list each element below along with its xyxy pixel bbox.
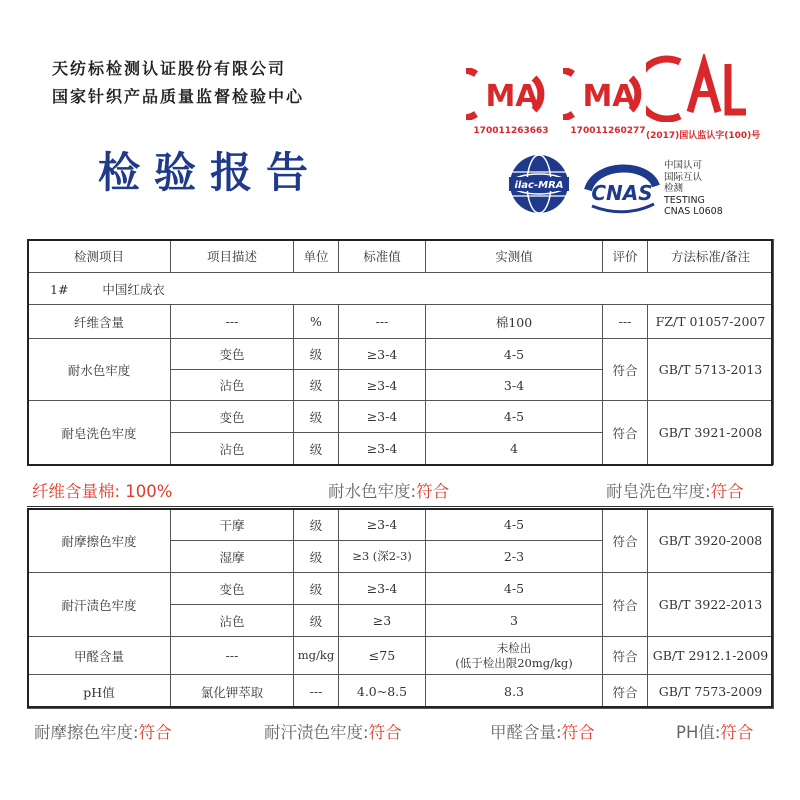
- item-desc: 变色: [171, 339, 294, 370]
- summary-label: 耐汗渍色牢度:: [264, 723, 369, 742]
- standard-value: ≥3-4: [339, 433, 426, 465]
- unit: 级: [294, 401, 339, 433]
- summary-sweat: [264, 719, 402, 743]
- summary-value: 符合: [138, 723, 172, 742]
- summary-label: PH值:: [676, 723, 721, 742]
- summary-value: 符合: [720, 723, 754, 742]
- test-item: 甲醛含量: [28, 637, 171, 675]
- method-standard: GB/T 3920-2008: [648, 509, 774, 573]
- svg-text:MA: MA: [582, 79, 636, 114]
- method-standard: GB/T 7573-2009: [648, 675, 774, 709]
- measured-value: 4: [426, 433, 603, 465]
- summary-value: 符合: [561, 723, 595, 742]
- cma-seal-icon: [563, 68, 653, 120]
- standard-value: ≥3-4: [339, 573, 426, 605]
- summary-ph: [676, 719, 753, 743]
- cnas-caption-line: 国际互认: [664, 171, 703, 183]
- cnas-caption-line: 检测: [664, 183, 684, 194]
- method-standard: GB/T 3921-2008: [648, 401, 774, 465]
- item-desc: 氯化钾萃取: [171, 675, 294, 709]
- summary-water: [328, 478, 449, 502]
- unit: 级: [294, 433, 339, 465]
- svg-text:CNAS: CNAS: [591, 181, 653, 205]
- summary-formaldehyde: [490, 719, 595, 743]
- cma-code-1: 170011263663: [473, 126, 549, 136]
- evaluation: 符合: [603, 637, 648, 675]
- table-row: [28, 509, 774, 541]
- org-name-line1: 天纺标检测认证股份有限公司: [52, 59, 287, 78]
- cnas-emblem-icon: [582, 156, 662, 214]
- sample-cell: [28, 273, 774, 305]
- standard-value: ≥3 (深2-3): [339, 541, 426, 573]
- item-desc: 湿摩: [171, 541, 294, 573]
- test-table-2: [27, 508, 774, 709]
- table-row: [28, 339, 774, 370]
- evaluation: 符合: [603, 573, 648, 637]
- ilac-mra-logo: [505, 146, 573, 230]
- test-item: 纤维含量: [28, 305, 171, 339]
- measured-value: 4-5: [426, 573, 603, 605]
- summary-rub: [34, 719, 172, 743]
- evaluation: 符合: [603, 401, 648, 465]
- test-item: 耐水色牢度: [28, 339, 171, 401]
- method-standard: FZ/T 01057-2007: [648, 305, 774, 339]
- table-row: [28, 401, 774, 433]
- item-desc: ---: [171, 305, 294, 339]
- summary-fiber: 纤维含量棉: 100%: [32, 482, 173, 501]
- item-desc: 沾色: [171, 370, 294, 401]
- item-desc: 变色: [171, 401, 294, 433]
- standard-value: ≤75: [339, 637, 426, 675]
- measured-value-note: (低于检出限20mg/kg): [455, 655, 573, 670]
- measured-value: 4-5: [426, 401, 603, 433]
- measured-value-line: 未检出: [496, 640, 532, 655]
- test-item: pH值: [28, 675, 171, 709]
- test-item: 耐汗渍色牢度: [28, 573, 171, 637]
- ilac-globe-icon: [505, 146, 573, 226]
- measured-value: 3-4: [426, 370, 603, 401]
- table-row: [28, 637, 774, 675]
- cnas-caption-line: TESTING: [664, 194, 705, 206]
- cnas-caption-line: CNAS L0608: [664, 206, 723, 217]
- cma-seal-icon: [466, 68, 556, 120]
- summary-value: 符合: [416, 482, 450, 501]
- evaluation: 符合: [603, 509, 648, 573]
- cnas-caption-line: 中国认可: [664, 160, 703, 171]
- cal-seal-icon: [646, 54, 756, 122]
- standard-value: ≥3-4: [339, 509, 426, 541]
- unit: mg/kg: [294, 637, 339, 675]
- table-row: [28, 305, 774, 339]
- summary-value: 符合: [368, 723, 402, 742]
- method-standard: GB/T 5713-2013: [648, 339, 774, 401]
- column-header: 实测值: [426, 240, 603, 273]
- measured-value: 3: [426, 605, 603, 637]
- standard-value: ≥3-4: [339, 401, 426, 433]
- unit: %: [294, 305, 339, 339]
- column-header: 方法标准/备注: [648, 240, 774, 273]
- summary-label: 耐摩擦色牢度:: [34, 723, 139, 742]
- unit: 级: [294, 339, 339, 370]
- summary-soap: [606, 478, 744, 502]
- org-name-line2: 国家针织产品质量监督检验中心: [52, 87, 305, 106]
- column-header: 检测项目: [28, 240, 171, 273]
- method-standard: GB/T 3922-2013: [648, 573, 774, 637]
- evaluation: 符合: [603, 339, 648, 401]
- column-header: 评价: [603, 240, 648, 273]
- measured-value: 8.3: [426, 675, 603, 709]
- test-item: 耐摩擦色牢度: [28, 509, 171, 573]
- cnas-caption: [664, 160, 723, 218]
- measured-value: [426, 637, 603, 675]
- method-standard: GB/T 2912.1-2009: [648, 637, 774, 675]
- table-2-top-rule: [27, 506, 773, 507]
- standard-value: ≥3-4: [339, 370, 426, 401]
- cal-code: (2017)国认监认字(100)号: [646, 131, 761, 141]
- unit: 级: [294, 605, 339, 637]
- sample-name: 中国红成衣: [102, 281, 165, 297]
- table-row: [28, 573, 774, 605]
- item-desc: 沾色: [171, 605, 294, 637]
- unit: 级: [294, 370, 339, 401]
- summary-label: 耐皂洗色牢度:: [606, 482, 711, 501]
- measured-value: 4-5: [426, 339, 603, 370]
- cnas-logo: [582, 156, 762, 218]
- report-title: 检验报告: [98, 148, 323, 197]
- unit: ---: [294, 675, 339, 709]
- item-desc: 沾色: [171, 433, 294, 465]
- measured-value: 2-3: [426, 541, 603, 573]
- summary-value: 符合: [710, 482, 744, 501]
- cal-logo: [646, 54, 761, 141]
- summary-label: 甲醛含量:: [490, 723, 562, 742]
- svg-text:ilac-MRA: ilac-MRA: [514, 180, 564, 191]
- cma-logo-2: [563, 68, 653, 136]
- cma-code-2: 170011260277: [570, 126, 646, 136]
- table-row: [28, 675, 774, 709]
- test-table-1: [27, 239, 774, 465]
- standard-value: ---: [339, 305, 426, 339]
- sample-number: 1#: [50, 281, 69, 297]
- item-desc: ---: [171, 637, 294, 675]
- column-header: 标准值: [339, 240, 426, 273]
- unit: 级: [294, 541, 339, 573]
- measured-value: 4-5: [426, 509, 603, 541]
- evaluation: ---: [603, 305, 648, 339]
- cma-logo-1: [466, 68, 556, 136]
- svg-text:MA: MA: [485, 79, 539, 114]
- unit: 级: [294, 573, 339, 605]
- summary-label: 耐水色牢度:: [328, 482, 417, 501]
- standard-value: ≥3-4: [339, 339, 426, 370]
- sample-row: [28, 273, 774, 305]
- evaluation: 符合: [603, 675, 648, 709]
- item-desc: 变色: [171, 573, 294, 605]
- unit: 级: [294, 509, 339, 541]
- test-item: 耐皂洗色牢度: [28, 401, 171, 465]
- column-header: 项目描述: [171, 240, 294, 273]
- item-desc: 干摩: [171, 509, 294, 541]
- measured-value: 棉100: [426, 305, 603, 339]
- table-header-row: [28, 240, 774, 273]
- standard-value: 4.0~8.5: [339, 675, 426, 709]
- standard-value: ≥3: [339, 605, 426, 637]
- column-header: 单位: [294, 240, 339, 273]
